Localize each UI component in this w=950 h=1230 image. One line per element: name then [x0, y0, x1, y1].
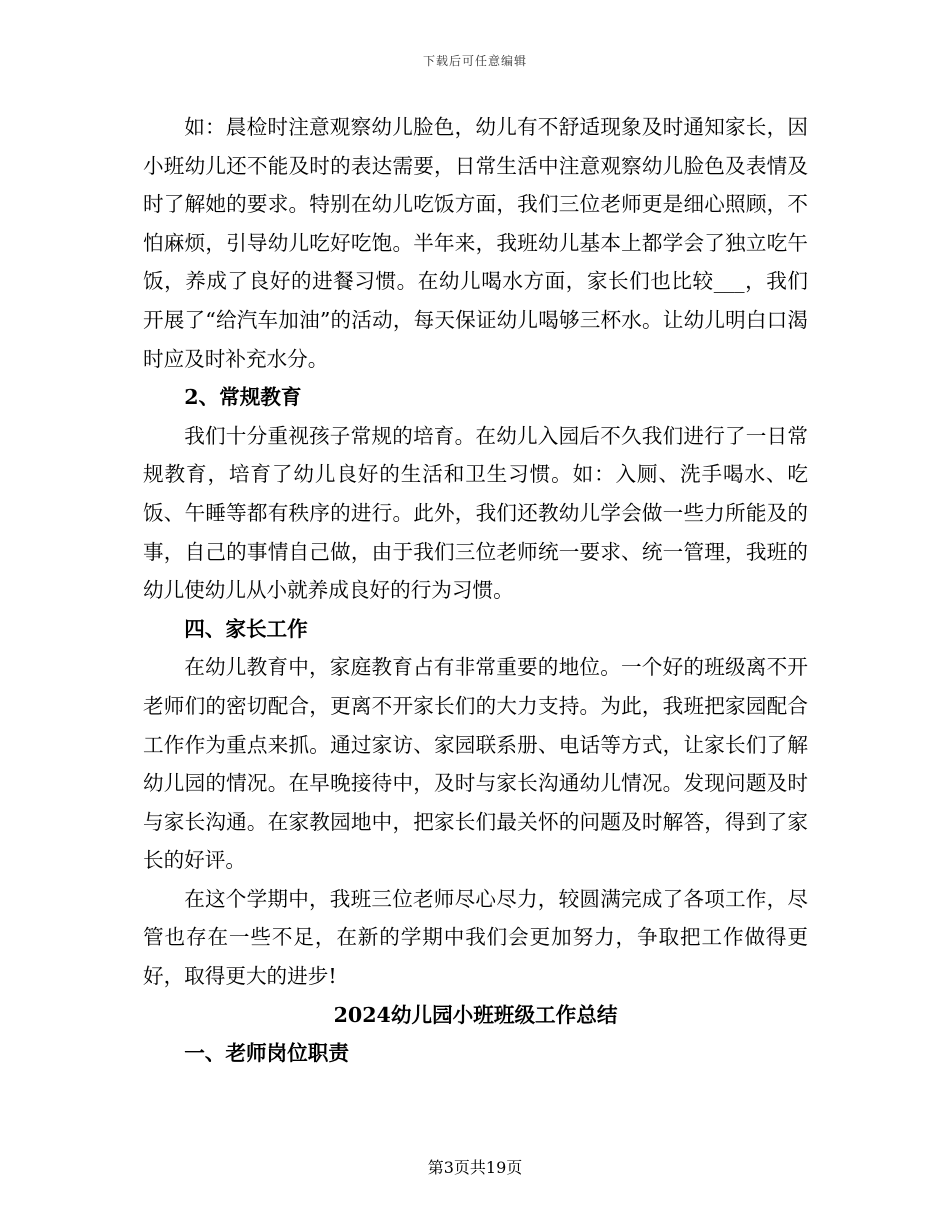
paragraph-parent-work: 在幼儿教育中，家庭教育占有非常重要的地位。一个好的班级离不开老师们的密切配合，更离不开家长们的大力支持。为此，我班把家园配合工作作为重点来抓。通过家访、家园联系册、电话等方式，让家长们了解幼儿园的情况。在早晚接待中，及时与家长沟通幼儿情况。发现问题及时与家长沟通。在家教园地中，把家长们最关怀的问题及时解答，得到了家长的好评。	[143, 655, 808, 873]
document-body	[143, 108, 808, 1073]
page-footer: 第3页共19页	[427, 1158, 523, 1177]
heading-routine-education: 2、常规教育	[184, 385, 302, 410]
page-header: 下载后可任意编辑	[422, 54, 527, 68]
heading-parent-work: 四、家长工作	[184, 616, 308, 641]
paragraph-semester-summary: 在这个学期中，我班三位老师尽心尽力，较圆满完成了各项工作，尽管也存在一些不足，在新的学期中我们会更加努力，争取把工作做得更好，取得更大的进步!	[143, 886, 808, 989]
paragraph-routine-education: 我们十分重视孩子常规的培育。在幼儿入园后不久我们进行了一日常规教育，培育了幼儿良好的生活和卫生习惯。如：入厕、洗手喝水、吃饭、午睡等都有秩序的进行。此外，我们还教幼儿学会做一些力所能及的事，自己的事情自己做，由于我们三位老师统一要求、统一管理，我班的幼儿使幼儿从小就养成良好的行为习惯。	[143, 423, 808, 603]
paragraph-meals-water: 如：晨检时注意观察幼儿脸色，幼儿有不舒适现象及时通知家长，因小班幼儿还不能及时的表达需要，日常生活中注意观察幼儿脸色及表情及时了解她的要求。特别在幼儿吃饭方面，我们三位老师更是细心照顾，不怕麻烦，引导幼儿吃好吃饱。半年来，我班幼儿基本上都学会了独立吃午饭，养成了良好的进餐习惯。在幼儿喝水方面，家长们也比较___，我们开展了“给汽车加油”的活动，每天保证幼儿喝够三杯水。让幼儿明白口渴时应及时补充水分。	[143, 115, 808, 371]
document-title: 2024幼儿园小班班级工作总结	[333, 1002, 618, 1027]
heading-teacher-duties: 一、老师岗位职责	[184, 1041, 349, 1066]
